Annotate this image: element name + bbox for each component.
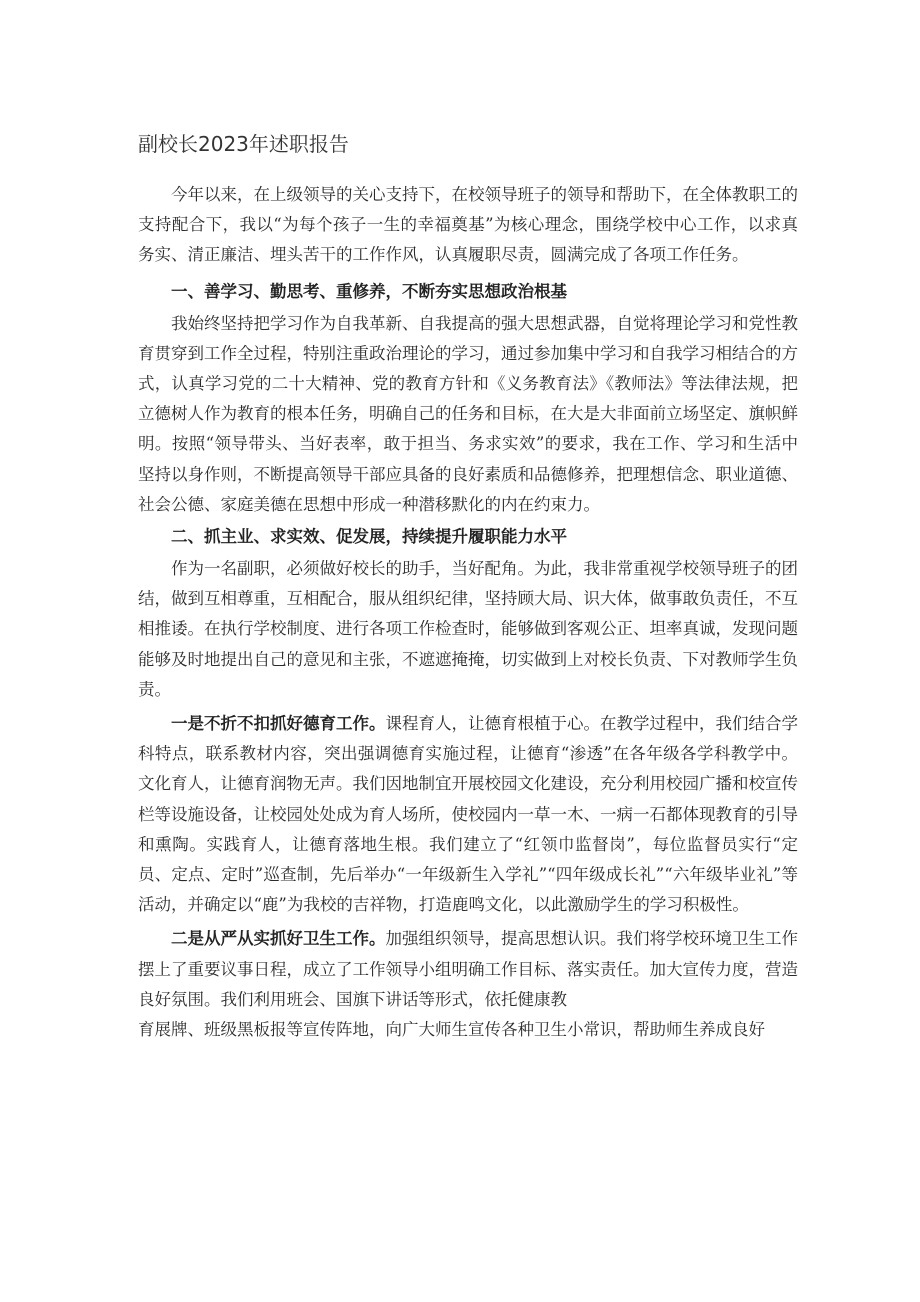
- item1-body: 课程育人，让德育根植于心。在教学过程中，我们结合学科特点，联系教材内容，突出强调德育实施过程，让德育“渗透”在各年级各学科教学中。文化育人，让德育润物无声。我们因地制宜开展校园文化建设，充分利用校园广播和校宣传栏等设施设备，让校园处处成为育人场所，使校园内一草一木、一病一石都体现教育的引导和熏陶。实践育人，让德育落地生根。我们建立了“红领巾监督岗”，每位监督员实行“定员、定点、定时”巡查制，先后举办“一年级新生入学礼”“四年级成长礼”“六年级毕业礼”等活动，并确定以“鹿”为我校的吉祥物，打造鹿鸣文化，以此激励学生的学习积极性。: [138, 714, 798, 915]
- item2-paragraph: [138, 924, 798, 1015]
- section2-heading: 二、抓主业、求实效、促发展，持续提升履职能力水平: [171, 527, 567, 547]
- section1-heading: 一、善学习、勤思考、重修养，不断夯实思想政治根基: [171, 281, 567, 301]
- document-page: [138, 130, 798, 1045]
- item2-body: 加强组织领导，提高思想认识。我们将学校环境卫生工作摆上了重要议事日程，成立了工作领导小组明确工作目标、落实责任。加大宣传力度，营造良好氛围。我们利用班会、国旗下讲话等形式，依托健康教: [138, 929, 798, 1009]
- intro-paragraph: 今年以来，在上级领导的关心支持下，在校领导班子的领导和帮助下，在全体教职工的支持配合下，我以“为每个孩子一生的幸福奠基”为核心理念，围绕学校中心工作，以求真务实、清正廉洁、埋头苦干的工作作风，认真履职尽责，圆满完成了各项工作任务。: [138, 185, 798, 265]
- document-title: 副校长2023年述职报告: [138, 132, 349, 156]
- item2-lead: 二是从严从实抓好卫生工作。: [171, 929, 386, 949]
- section1-paragraph: 我始终坚持把学习作为自我革新、自我提高的强大思想武器，自觉将理论学习和党性教育贯穿到工作全过程，特别注重政治理论的学习，通过参加集中学习和自我学习相结合的方式，认真学习党的二十大精神、党的教育方针和《义务教育法》《教师法》等法律法规，把立德树人作为教育的根本任务，明确自己的任务和目标，在大是大非面前立场坚定、旗帜鲜明。按照“领导带头、当好表率，敢于担当、务求实效”的要求，我在工作、学习和生活中坚持以身作则，不断提高领导干部应具备的良好素质和品德修养，把理想信念、职业道德、社会公德、家庭美德在思想中形成一种潜移默化的内在约束力。: [138, 313, 798, 514]
- item1-lead: 一是不折不扣抓好德育工作。: [171, 714, 386, 734]
- item2-continued-line: 育展牌、班级黑板报等宣传阵地，向广大师生宣传各种卫生小常识，帮助师生养成良好: [138, 1020, 765, 1040]
- item1-paragraph: [138, 709, 798, 920]
- section2-paragraph: 作为一名副职，必须做好校长的助手，当好配角。为此，我非常重视学校领导班子的团结，做到互相尊重，互相配合，服从组织纪律，坚持顾大局、识大体，做事敢负责任，不互相推诿。在执行学校制度、进行各项工作检查时，能够做到客观公正、坦率真诚，发现问题能够及时地提出自己的意见和主张，不遮遮掩掩，切实做到上对校长负责、下对教师学生负责。: [138, 559, 798, 699]
